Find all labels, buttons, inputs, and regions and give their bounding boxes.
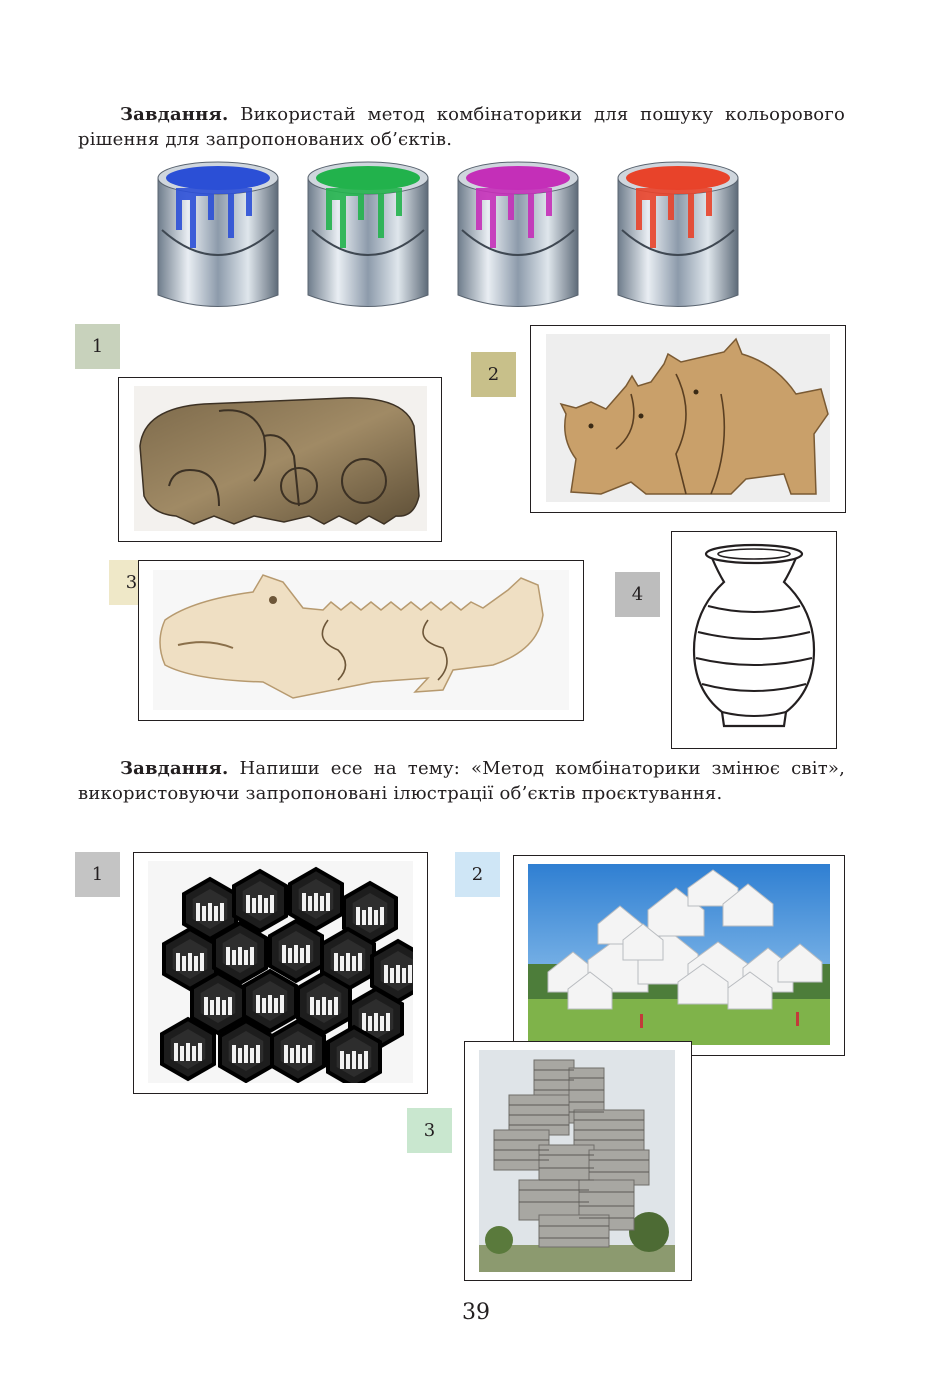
elephant-puzzle-frame xyxy=(118,377,442,542)
book xyxy=(246,895,250,913)
book xyxy=(220,903,224,921)
book xyxy=(296,1045,300,1063)
book xyxy=(306,945,310,963)
bookshelf-frame xyxy=(133,852,428,1094)
book xyxy=(244,950,248,965)
book xyxy=(308,896,312,911)
tag-2: 2 xyxy=(455,852,500,897)
task-1-label: Завдання. xyxy=(120,104,229,125)
book xyxy=(352,956,356,971)
book xyxy=(222,1000,226,1015)
dog-puzzle-frame xyxy=(530,325,846,513)
book xyxy=(270,895,274,913)
honeycomb-bookshelf-image xyxy=(148,861,413,1083)
houses-sculpture-image xyxy=(528,864,830,1045)
book xyxy=(340,956,344,971)
book xyxy=(196,903,200,921)
book xyxy=(294,945,298,963)
book xyxy=(256,995,260,1013)
book xyxy=(232,1045,236,1063)
book xyxy=(302,1048,306,1063)
book xyxy=(198,1043,202,1061)
book xyxy=(380,1016,384,1031)
book xyxy=(334,997,338,1015)
book xyxy=(180,1046,184,1061)
book xyxy=(214,906,218,921)
tag-3: 3 xyxy=(407,1108,452,1153)
book xyxy=(186,1043,190,1061)
book xyxy=(302,893,306,911)
task-1-text: Використай метод комбінаторики для пошуку кольорового рішення для запропонованих об’єктів. xyxy=(78,104,845,150)
task-1-paragraph xyxy=(78,102,845,152)
book xyxy=(238,1048,242,1063)
page-number: 39 xyxy=(462,1300,490,1325)
book xyxy=(374,910,378,925)
book xyxy=(390,968,394,983)
book xyxy=(356,907,360,925)
book xyxy=(200,953,204,971)
paint-cans xyxy=(150,160,750,320)
book xyxy=(202,906,206,921)
tag-1: 1 xyxy=(75,852,120,897)
book xyxy=(362,910,366,925)
paint-can xyxy=(308,162,428,307)
houses-frame xyxy=(513,855,845,1056)
task-2-text: Напиши есе на тему: «Метод комбінаторики змінює світ», використовуючи запропоновані ілюстрації об’єктів проєктування. xyxy=(78,758,845,804)
book xyxy=(244,1045,248,1063)
book xyxy=(282,945,286,963)
paint-can xyxy=(458,162,578,307)
book xyxy=(264,898,268,913)
book xyxy=(352,1051,356,1069)
book xyxy=(192,1046,196,1061)
tag-1: 1 xyxy=(75,324,120,369)
book xyxy=(340,1051,344,1069)
book xyxy=(320,896,324,911)
book xyxy=(346,953,350,971)
book xyxy=(326,893,330,911)
book xyxy=(346,1054,350,1069)
book xyxy=(226,947,230,965)
book xyxy=(362,1013,366,1031)
book xyxy=(328,1000,332,1015)
book xyxy=(174,1043,178,1061)
book xyxy=(288,948,292,963)
book xyxy=(250,947,254,965)
book xyxy=(280,995,284,1013)
paint-can xyxy=(158,162,278,307)
book xyxy=(252,898,256,913)
book xyxy=(216,997,220,1015)
book xyxy=(208,903,212,921)
book xyxy=(322,997,326,1015)
book xyxy=(310,997,314,1015)
book xyxy=(238,947,242,965)
vase-outline-image xyxy=(682,540,826,740)
task-2-label: Завдання. xyxy=(120,758,229,779)
book xyxy=(396,965,400,983)
paint-can xyxy=(618,162,738,307)
tag-4: 4 xyxy=(615,572,660,617)
task-2-paragraph xyxy=(78,756,845,806)
book xyxy=(402,968,406,983)
book xyxy=(290,1048,294,1063)
book xyxy=(194,956,198,971)
book xyxy=(374,1013,378,1031)
book xyxy=(368,1016,372,1031)
book xyxy=(274,998,278,1013)
book xyxy=(210,1000,214,1015)
book xyxy=(284,1045,288,1063)
book xyxy=(364,1051,368,1069)
book xyxy=(358,1054,362,1069)
crocodile-puzzle-image xyxy=(153,570,569,710)
book xyxy=(256,1045,260,1063)
dog-puzzle-image xyxy=(546,334,830,502)
book xyxy=(334,953,338,971)
book xyxy=(232,950,236,965)
book xyxy=(258,895,262,913)
elephant-puzzle-image xyxy=(134,386,427,531)
book xyxy=(188,953,192,971)
book xyxy=(300,948,304,963)
tag-3: 3 xyxy=(109,560,154,605)
book xyxy=(380,907,384,925)
book xyxy=(262,998,266,1013)
book xyxy=(268,995,272,1013)
book xyxy=(358,953,362,971)
book xyxy=(176,953,180,971)
book xyxy=(368,907,372,925)
book xyxy=(316,1000,320,1015)
book xyxy=(204,997,208,1015)
book xyxy=(408,965,412,983)
book xyxy=(228,997,232,1015)
building-frame xyxy=(464,1041,692,1281)
crocodile-puzzle-frame xyxy=(138,560,584,721)
book xyxy=(314,893,318,911)
book xyxy=(308,1045,312,1063)
book xyxy=(386,1013,390,1031)
stacked-building-image xyxy=(479,1050,675,1272)
book xyxy=(182,956,186,971)
book xyxy=(250,1048,254,1063)
vase-frame xyxy=(671,531,837,749)
tag-2: 2 xyxy=(471,352,516,397)
book xyxy=(384,965,388,983)
